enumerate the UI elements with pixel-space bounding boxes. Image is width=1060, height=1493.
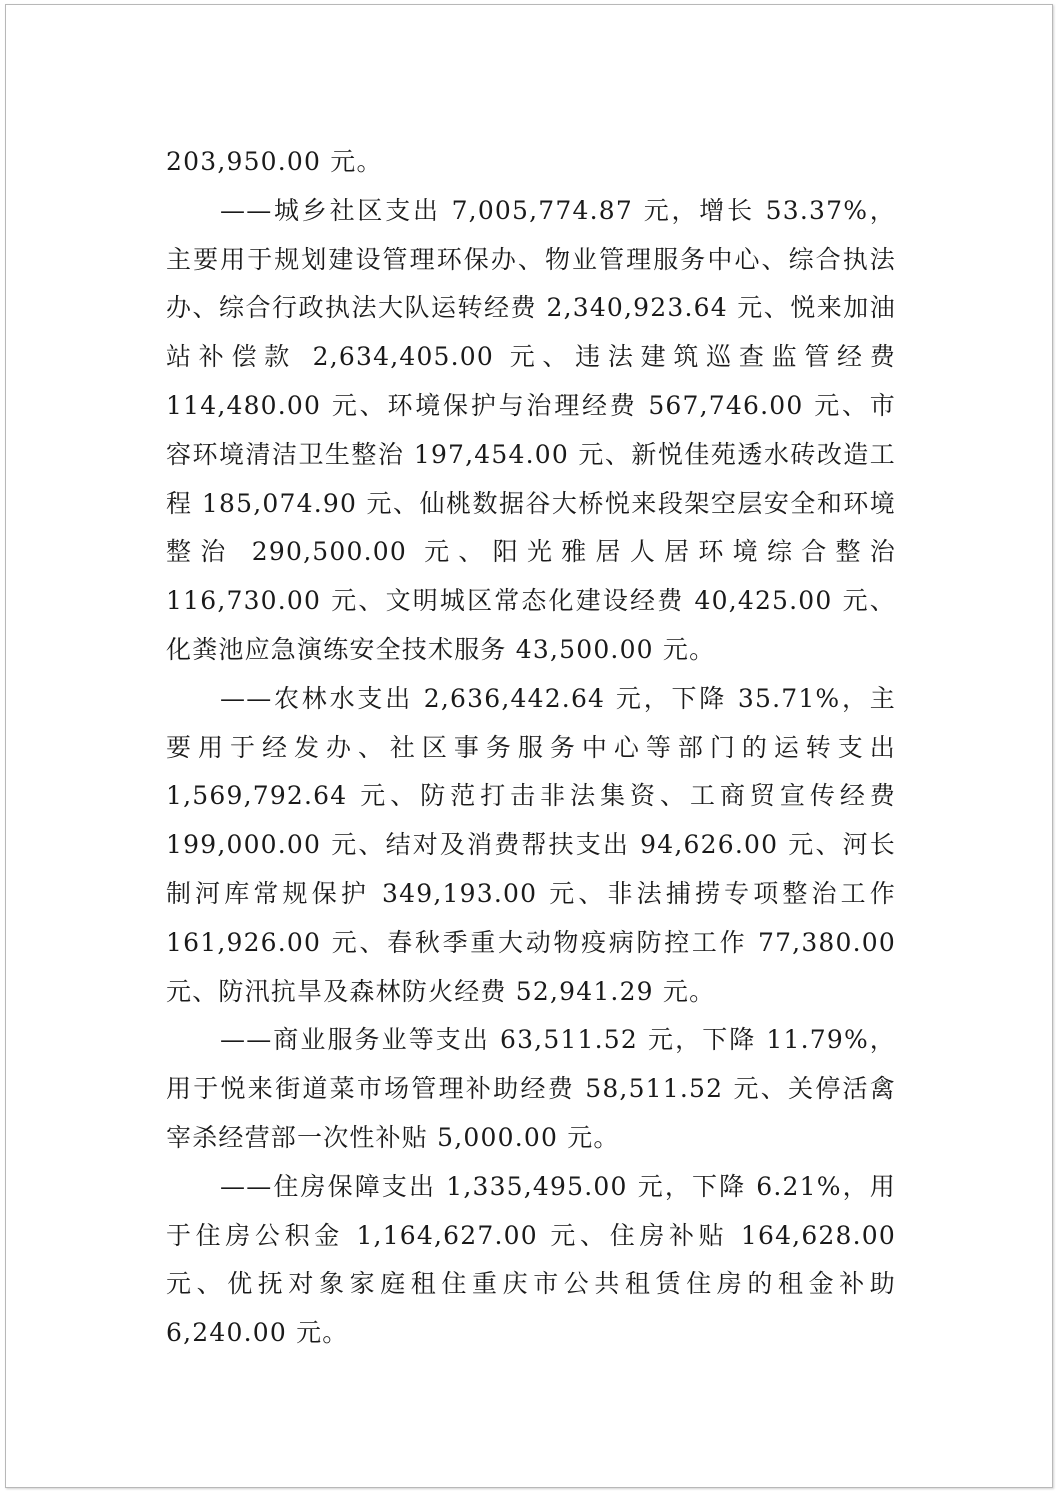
paragraph-housing-security: ——住房保障支出 1,335,495.00 元，下降 6.21%，用于住房公积金 1,164,627.00 元、住房补贴 164,628.00 元、优抚对象家庭租住重庆市公共租赁住房的租金补助 6,240.00 元。 <box>166 1171 896 1348</box>
paragraph-agriculture-forestry-water: ——农林水支出 2,636,442.64 元，下降 35.71%，主要用于经发办、社区事务服务中心等部门的运转支出 1,569,792.64 元、防范打击非法集资、工商贸宣传经费 199,000.00 元、结对及消费帮扶支出 94,626.00 元、河长制河库常规保护 349,193.00 元、非法捕捞专项整治工作 161,926.00 元、春秋季重大动物疫病防控工作 77,380.00 元、防汛抗旱及森林防火经费 52,941.29 元。 <box>166 683 896 1006</box>
paragraph-commercial-services: ——商业服务业等支出 63,511.52 元，下降 11.79%，用于悦来街道菜市场管理补助经费 58,511.52 元、关停活禽宰杀经营部一次性补贴 5,000.00 元。 <box>166 1025 896 1152</box>
paragraph-continuation: 203,950.00 元。 <box>166 147 383 176</box>
paragraph-urban-rural-community: ——城乡社区支出 7,005,774.87 元，增长 53.37%，主要用于规划建设管理环保办、物业管理服务中心、综合执法办、综合行政执法大队运转经费 2,340,923.64 元、悦来加油站补偿款 2,634,405.00 元、违法建筑巡查监管经费 114,480.00 元、环境保护与治理经费 567,746.00 元、市容环境清洁卫生整治 197,454.00 元、新悦佳苑透水砖改造工程 185,074.90 元、仙桃数据谷大桥悦来段架空层安全和环境整治 290,500.00 元、阳光雅居人居环境综合整治 116,730.00 元、文明城区常态化建设经费 40,425.00 元、化粪池应急演练安全技术服务 43,500.00 元。 <box>166 195 896 664</box>
document-body <box>166 138 896 1358</box>
